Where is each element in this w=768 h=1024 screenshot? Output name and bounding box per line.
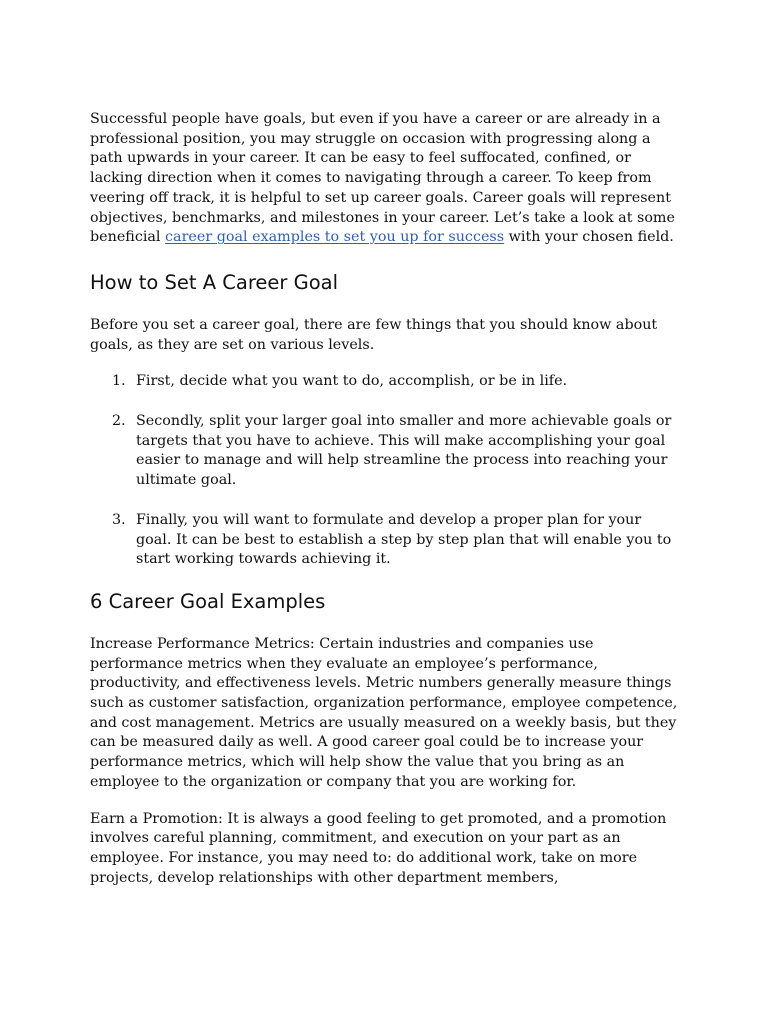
- list-item-number: 3.: [112, 511, 126, 528]
- intro-paragraph: [90, 110, 680, 248]
- steps-list: [90, 372, 680, 570]
- list-item-number: 2.: [112, 413, 126, 430]
- list-item-number: 1.: [112, 373, 126, 390]
- section-heading-career-goal-examples: 6 Career Goal Examples: [90, 589, 326, 613]
- list-item: [90, 372, 680, 392]
- section1-paragraph: Before you set a career goal, there are few things that you should know about goals, as they are set on various levels.: [90, 316, 658, 353]
- list-item: [90, 511, 680, 570]
- list-item-text: Secondly, split your larger goal into smaller and more achievable goals or targets that you have to achieve. This will make accomplishing your goal easier to manage and will help streamline the process into reaching your ultimate goal.: [136, 413, 672, 489]
- list-item: [90, 412, 680, 491]
- document-page: [90, 110, 680, 888]
- career-goal-examples-link[interactable]: career goal examples to set you up for success: [165, 229, 505, 246]
- intro-text-before-link: Successful people have goals, but even if you have a career or are already in a professional position, you may struggle on occasion with progressing along a path upwards in your career. It can be easy to feel suffocated, confined, or lacking direction when it comes to navigating through a career. To keep from veering off track, it is helpful to set up career goals. Career goals will represent objectives, benchmarks, and milestones in your career. Let’s take a look at some beneficial: [90, 111, 675, 246]
- section-heading-how-to-set-goal: How to Set A Career Goal: [90, 270, 339, 294]
- intro-text-after-link: with your chosen field.: [504, 229, 674, 246]
- promotion-paragraph: Earn a Promotion: It is always a good feeling to get promoted, and a promotion involves careful planning, commitment, and execution on your part as an employee. For instance, you may need to: do additional work, take on more projects, develop relationships with other department members,: [90, 810, 667, 886]
- list-item-text: First, decide what you want to do, accomplish, or be in life.: [136, 373, 568, 390]
- list-item-text: Finally, you will want to formulate and develop a proper plan for your goal. It can be best to establish a step by step plan that will enable you to start working towards achieving it.: [136, 511, 672, 568]
- performance-metrics-paragraph: Increase Performance Metrics: Certain industries and companies use performance metrics when they evaluate an employee’s performance, productivity, and effectiveness levels. Metric numbers generally measure things such as customer satisfaction, organization performance, employee competence, and cost management. Metrics are usually measured on a weekly basis, but they can be measured daily as well. A good career goal could be to increase your performance metrics, which will help show the value that you bring as an employee to the organization or company that you are working for.: [90, 635, 678, 790]
